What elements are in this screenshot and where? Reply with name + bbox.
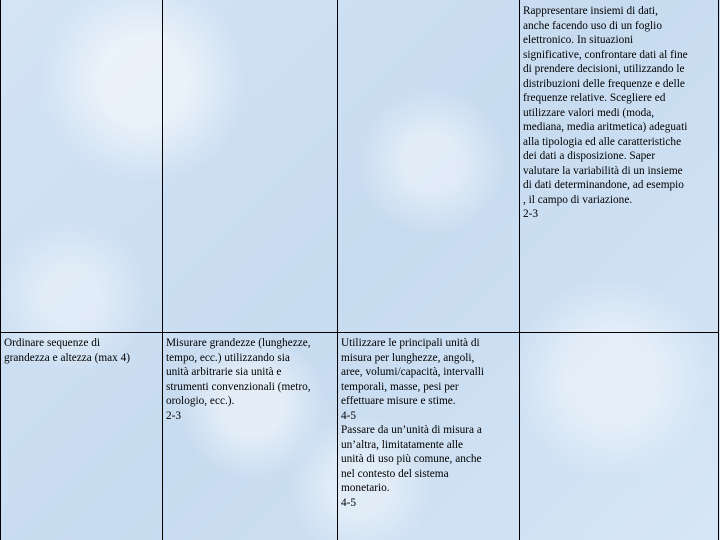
row-divider bbox=[0, 332, 719, 333]
top-right-cell-text: Rappresentare insiemi di dati, anche facendo uso di un foglio elettronico. In situazioni significative, confrontare dati al fine di prendere decisioni, utilizzando le distribuzioni delle frequenze e delle frequenze relative. Scegliere ed utilizzare valori medi (moda, mediana, media aritmetica) adeguati alla tipologia ed alle caratteristiche dei dati a disposizione. Saper valutare la variabilità di un insieme di dati determinandone, ad esempio , il campo di variazione. 2-3 bbox=[523, 5, 688, 220]
table-border-right bbox=[718, 0, 719, 540]
table-divider-1 bbox=[162, 0, 163, 540]
bottom-cell-col1: Ordinare sequenze di grandezza e altezza (max 4) bbox=[4, 337, 131, 364]
bottom-cell-col2: Misurare grandezze (lunghezze, tempo, ecc.) utilizzando sia unità arbitrarie sia unità e strumenti convenzionali (metro, orologio, ecc.). 2-3 bbox=[166, 337, 311, 422]
table-divider-3 bbox=[519, 0, 520, 540]
bottom-cell-col3: Utilizzare le principali unità di misura per lunghezze, angoli, aree, volumi/capacità, intervalli temporali, masse, pesi per effettuare misure e stime. 4-5 Passare da un’unità di misura a un’altra, limitatamente alle unità di uso più comune, anche nel contesto del sistema monetario. 4-5 bbox=[341, 337, 485, 509]
table-border-left bbox=[0, 0, 1, 540]
table-divider-2 bbox=[337, 0, 338, 540]
